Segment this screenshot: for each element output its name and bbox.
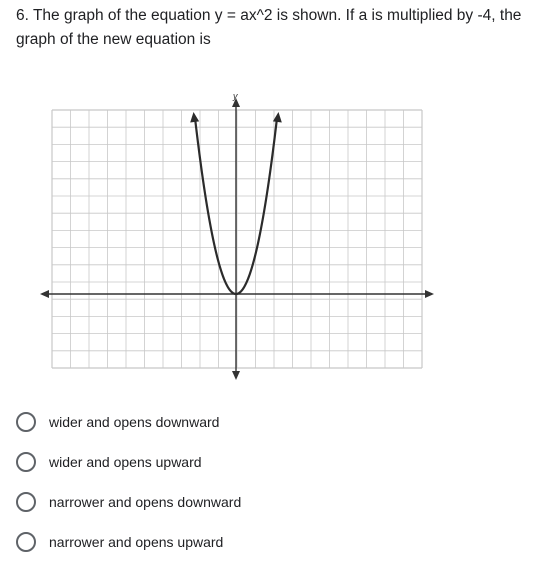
graph-svg <box>38 92 438 384</box>
question-text: 6. The graph of the equation y = ax^2 is shown. If a is multiplied by -4, the graph of the new equation is <box>16 7 522 48</box>
option-wider-downward[interactable] <box>16 402 536 442</box>
radio-button-icon[interactable] <box>16 532 36 552</box>
curve-left-arrow-icon <box>190 112 199 122</box>
radio-button-icon[interactable] <box>16 492 36 512</box>
parabola-graph <box>38 92 438 389</box>
y-axis-label: y <box>233 92 238 101</box>
grid-lines <box>52 110 422 368</box>
option-narrower-upward[interactable] <box>16 522 536 562</box>
option-wider-upward[interactable] <box>16 442 536 482</box>
option-label: wider and opens upward <box>49 454 202 470</box>
option-label: wider and opens downward <box>49 414 220 430</box>
radio-button-icon[interactable] <box>16 452 36 472</box>
y-axis-down-arrow-icon <box>232 371 240 380</box>
radio-button-icon[interactable] <box>16 412 36 432</box>
x-axis-left-arrow-icon <box>40 290 49 298</box>
option-label: narrower and opens upward <box>49 534 224 550</box>
x-axis-right-arrow-icon <box>425 290 434 298</box>
option-label: narrower and opens downward <box>49 494 242 510</box>
answer-options <box>16 402 536 562</box>
option-narrower-downward[interactable] <box>16 482 536 522</box>
